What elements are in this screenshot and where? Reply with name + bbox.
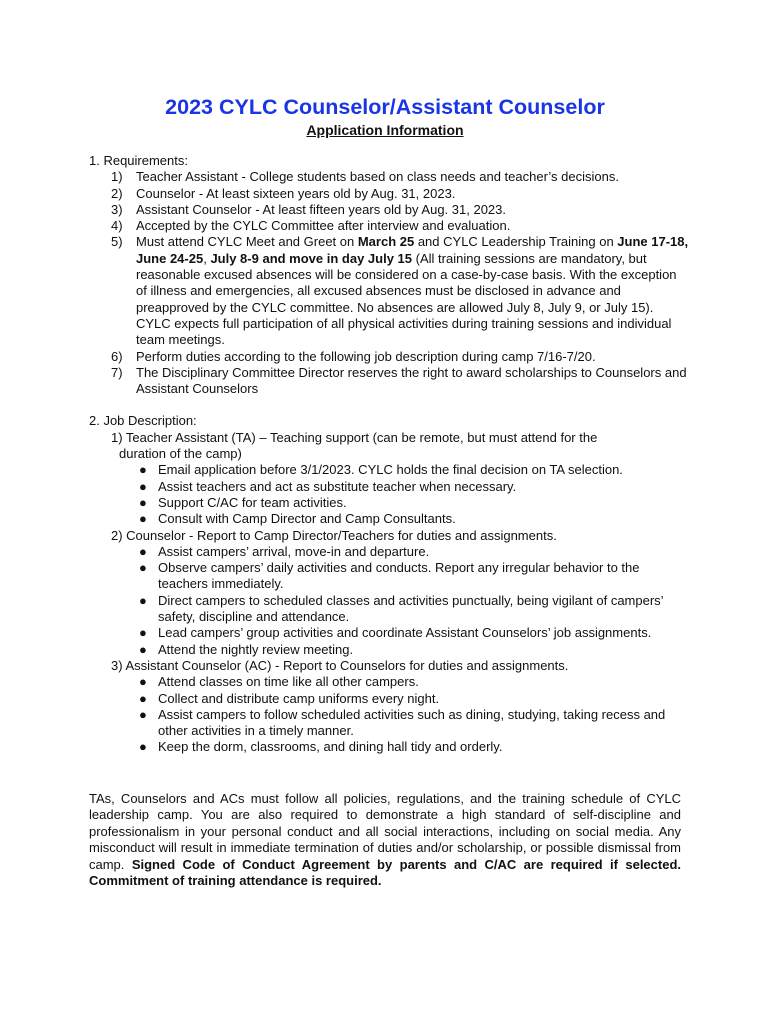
- bullet-icon: ●: [139, 706, 147, 722]
- item-text: Direct campers to scheduled classes and activities punctually, being vigilant of campers’ safety, discipline and attendance.: [158, 592, 664, 625]
- item-number: 5): [111, 234, 123, 250]
- item-text: Accepted by the CYLC Committee after interview and evaluation.: [136, 218, 511, 234]
- role-heading-text: 2) Counselor - Report to Camp Director/Teachers for duties and assignments.: [111, 527, 557, 543]
- item-bold-date: June 17-18, June 24-25: [136, 234, 689, 266]
- list-item: [89, 218, 689, 234]
- list-item: [89, 739, 689, 755]
- role-heading-ta: [89, 430, 689, 463]
- list-item: [89, 462, 689, 478]
- bullet-icon: ●: [139, 625, 147, 641]
- item-number: 3): [111, 201, 123, 217]
- bullet-icon: ●: [139, 641, 147, 657]
- item-text: Observe campers’ daily activities and conducts. Report any irregular behavior to the teachers immediately.: [158, 560, 640, 592]
- item-text: Assist campers’ arrival, move-in and departure.: [158, 543, 430, 559]
- requirements-heading: 1. Requirements:: [89, 153, 188, 168]
- list-item: [89, 202, 689, 218]
- role-heading-counselor: [89, 528, 689, 544]
- item-text: ,: [203, 250, 211, 266]
- bullet-icon: ●: [139, 739, 147, 755]
- closing-paragraph: [89, 791, 681, 889]
- item-number: 1): [111, 169, 123, 185]
- list-item: [89, 560, 689, 593]
- item-text: Consult with Camp Director and Camp Consultants.: [158, 511, 456, 527]
- item-text: Collect and distribute camp uniforms every night.: [158, 690, 440, 706]
- item-text: The Disciplinary Committee Director reserves the right to award scholarships to Counselors and Assistant Counselors: [136, 364, 687, 397]
- item-text: Keep the dorm, classrooms, and dining hall tidy and orderly.: [158, 739, 503, 755]
- role-heading-text: 1) Teacher Assistant (TA) – Teaching support (can be remote, but must attend for the: [111, 429, 598, 445]
- list-item: [89, 544, 689, 560]
- ac-duties-list: [89, 674, 689, 755]
- page-title: 2023 CYLC Counselor/Assistant Counselor: [165, 95, 605, 119]
- list-item: [89, 593, 689, 626]
- item-text: Must attend CYLC Meet and Greet on: [136, 234, 358, 250]
- list-item: [89, 495, 689, 511]
- bullet-icon: ●: [139, 690, 147, 706]
- list-item: [89, 707, 689, 740]
- closing-text: TAs, Counselors and ACs must follow all policies, regulations, and the training schedule of CYLC leadership camp. You are also required to demonstrate a high standard of self-discipline and professionalism in your personal conduct and all social interactions, including on social media. Any misconduct will result in immediate termination of duties and/or scholarship, or possible dismissal from camp.: [89, 791, 681, 872]
- item-text: Teacher Assistant - College students based on class needs and teacher’s decisions.: [136, 169, 619, 185]
- counselor-duties-list: [89, 544, 689, 658]
- list-item: [89, 365, 689, 398]
- item-text: Attend classes on time like all other campers.: [158, 674, 419, 690]
- item-text: Assistant Counselor - At least fifteen years old by Aug. 31, 2023.: [136, 201, 506, 217]
- list-item: [89, 479, 689, 495]
- item-text: Email application before 3/1/2023. CYLC holds the final decision on TA selection.: [158, 462, 623, 478]
- bullet-icon: ●: [139, 592, 147, 608]
- role-heading-assistant-counselor: [89, 658, 689, 674]
- item-text: (All training sessions are mandatory, but reasonable excused absences will be considered on a case-by-case basis. With the exception of illness and emergencies, all excused absences must be disclosed in advance and preapproved by the CYLC committee. No absences are allowed July 8, July 9, or July 15). CYLC expects full participation of all physical activities during training sessions and individual team meetings.: [136, 250, 677, 348]
- item-number: 4): [111, 218, 123, 234]
- document-body: [89, 153, 689, 756]
- item-text: Support C/AC for team activities.: [158, 494, 347, 510]
- list-item: [89, 625, 689, 641]
- bullet-icon: ●: [139, 543, 147, 559]
- item-text: and CYLC Leadership Training on: [414, 234, 618, 250]
- closing-bold-text: Signed Code of Conduct Agreement by parents and C/AC are required if selected. Commitment of training attendance is required.: [89, 856, 682, 889]
- item-text: Perform duties according to the following job description during camp 7/16-7/20.: [136, 348, 596, 364]
- page-subtitle: Application Information: [306, 122, 464, 138]
- item-text: Assist campers to follow scheduled activities such as dining, studying, taking recess and other activities in a timely manner.: [158, 706, 666, 739]
- item-bold-date: March 25: [357, 234, 415, 250]
- list-item: [89, 691, 689, 707]
- item-number: 2): [111, 185, 123, 201]
- item-text: Attend the nightly review meeting.: [158, 641, 354, 657]
- bullet-icon: ●: [139, 478, 147, 494]
- ta-duties-list: [89, 462, 689, 527]
- list-item: [89, 642, 689, 658]
- item-text: Counselor - At least sixteen years old by Aug. 31, 2023.: [136, 185, 456, 201]
- bullet-icon: ●: [139, 462, 147, 478]
- bullet-icon: ●: [139, 674, 147, 690]
- list-item: [89, 511, 689, 527]
- item-text: Assist teachers and act as substitute teacher when necessary.: [158, 478, 517, 494]
- role-heading-text: 3) Assistant Counselor (AC) - Report to Counselors for duties and assignments.: [111, 657, 569, 673]
- role-heading-text: duration of the camp): [119, 446, 242, 462]
- bullet-icon: ●: [139, 511, 147, 527]
- list-item: [89, 674, 689, 690]
- item-number: 7): [111, 364, 123, 380]
- list-item: [89, 349, 689, 365]
- item-text: Lead campers’ group activities and coordinate Assistant Counselors’ job assignments.: [158, 625, 652, 641]
- item-number: 6): [111, 348, 123, 364]
- list-item: [89, 234, 689, 348]
- bullet-icon: ●: [139, 560, 147, 576]
- bullet-icon: ●: [139, 494, 147, 510]
- list-item: [89, 186, 689, 202]
- job-description-heading: 2. Job Description:: [89, 413, 197, 429]
- item-bold-date: July 8-9 and move in day July 15: [210, 250, 413, 266]
- requirements-list: [89, 169, 689, 397]
- list-item: [89, 169, 689, 185]
